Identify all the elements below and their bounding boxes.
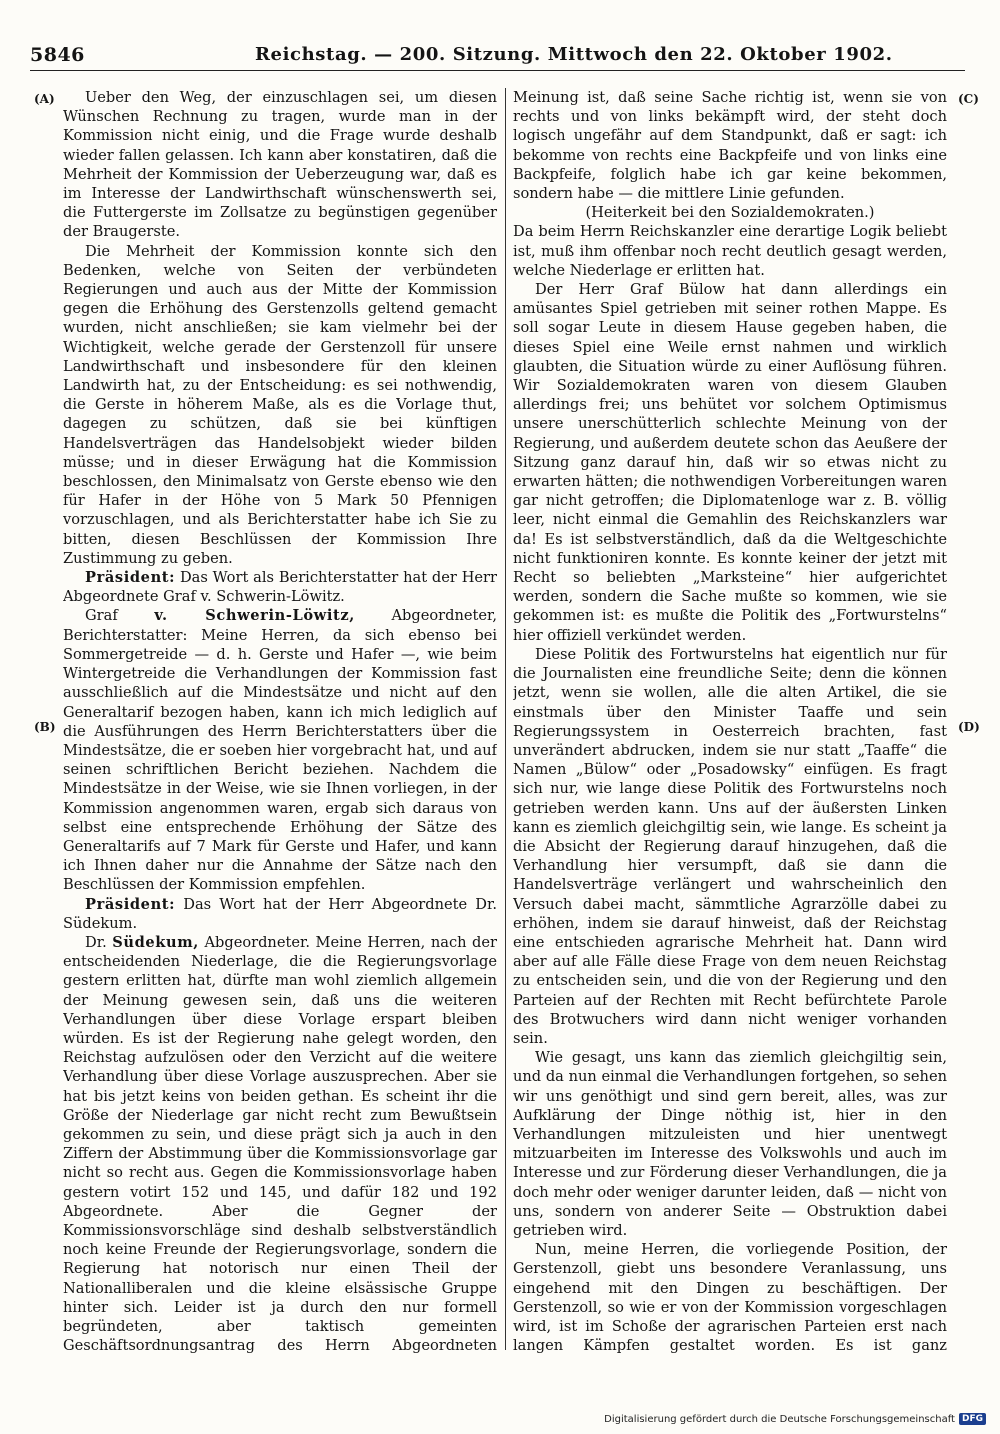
paragraph: Meinung ist, daß seine Sache richtig ist, wenn sie von rechts und von links bekämpft wird, der steht doch logisch ungefähr auf dem Standpunkt, daß er sagt: ich bekomme von rechts eine Backpfeife und von links eine Backpfeife, folglich habe ich gar keine bekommen, sondern habe — die mittlere Linie gefunden. <box>513 89 947 203</box>
digitization-credit <box>604 1411 986 1427</box>
credit-text: Digitalisierung gefördert durch die Deutsche Forschungsgemeinschaft <box>604 1413 955 1425</box>
paragraph: Diese Politik des Fortwurstelns hat eigentlich nur für die Journalisten eine freundliche Seite; denn die können jetzt, wenn sie wollen, alle die alten Artikel, die sie einstmals über den Minister Taaffe und sein Regierungssystem in Oesterreich brachten, fast unverändert abdrucken, indem sie nur statt „Taaffe“ die Namen „Bülow“ oder „Posadowsky“ einfügen. Es fragt sich nur, wie lange diese Politik des Fortwurstelns noch getrieben werden kann. Uns auf der äußersten Linken kann es ziemlich gleichgiltig sein, wie lange. Es scheint ja die Absicht der Regierung darauf hinzugehen, daß die Verhandlung hier versumpft, daß sie dann die Handelsverträge verlängert und wahrscheinlich den Versuch dabei macht, sämmtliche Agrarzölle dabei zu erhöhen, indem sie darauf hinweist, daß der Reichstag eine entschieden agrarische Mehrheit hat. Dann wird aber auf alle Fälle diese Frage von dem neuen Reichstag zu entscheiden sein, und die von der Regierung und den Parteien auf der Rechten mit Recht befürchtete Parole des Brotwuchers wird dann nicht weniger vorhanden sein. <box>513 645 947 1047</box>
margin-mark-a: (A) <box>34 92 55 106</box>
speaker-title: Dr. <box>85 933 107 951</box>
speaker-name: v. Schwerin-Löwitz, <box>154 607 355 625</box>
speech-text: Abgeordneter. Meine Herren, nach der entscheidenden Niederlage, die die Regierungsvorlage gestern erlitten hat, dürfte man wohl ziemlich allgemein der Meinung gewesen sein, daß uns die weiteren Verhandlungen über diese Vorlage erspart bleiben würden. Es ist der Regierung nahe gelegt worden, den Reichstag aufzulösen oder den Verzicht auf die weitere Verhandlung über diese Vorlage auszusprechen. Aber sie hat bis jetzt keins von beiden gethan. Es scheint ihr die Größe der Niederlage gar nicht recht zum Bewußtsein gekommen zu sein, und diese prägt sich ja auch in den Ziffern der Abstimmung über die Kommissionsvorlage gar nicht so recht aus. Gegen die Kommissionsvorlage haben gestern votirt 152 und 145, und dafür 182 und 192 Abgeordnete. Aber die Gegner der Kommissionsvorschläge sind deshalb selbstverständlich noch keine Freunde der Regierungsvorlage, sondern die Regierung hat notorisch nur einen Theil der Nationalliberalen und die kleine elsässische Gruppe hinter sich. Leider ist ja durch den nur formell begründeten, aber taktisch gemeinten Geschäftsordnungsantrag des Herrn Abgeordneten <box>63 933 497 1353</box>
speech-paragraph <box>63 606 497 894</box>
speaker-title: Graf <box>85 607 118 625</box>
speech-text: Das Wort als Berichterstatter hat der Herr Abgeordnete Graf v. Schwerin-Löwitz. <box>63 569 497 606</box>
speaker-name: Südekum, <box>112 933 199 951</box>
column-divider <box>505 88 506 1350</box>
paragraph: Ueber den Weg, der einzuschlagen sei, um diesen Wünschen Rechnung zu tragen, wurde man in der Kommission nicht einig, und die Frage wurde deshalb wieder fallen gelassen. Ich kann aber konstatiren, daß die Mehrheit der Kommission der Ueberzeugung war, daß es im Interesse der Landwirthschaft wünschenswerth sei, die Futtergerste im Zollsatze zu begünstigen gegenüber der Braugerste. <box>63 89 497 241</box>
speech-paragraph <box>63 895 497 933</box>
right-column <box>513 88 947 1353</box>
speech-paragraph <box>63 568 497 606</box>
paragraph: Die Mehrheit der Kommission konnte sich den Bedenken, welche von Seiten der verbündeten Regierungen und auch aus der Mitte der Kommission gegen die Erhöhung des Gerstenzolls geltend gemacht wurden, nicht anschließen; sie kam vielmehr bei der Wichtigkeit, welche gerade der Gerstenzoll für unsere Landwirthschaft und insbesondere für den kleinen Landwirth hat, zu der Entscheidung: es sei nothwendig, die Gerste in höherem Maße, als es die Vorlage thut, dagegen zu schützen, daß sie bei künftigen Handelsverträgen das Handelsobjekt wieder bilden müsse; und in dieser Erwägung hat die Kommission beschlossen, den Minimalsatz von Gerste ebenso wie den für Hafer in der Höhe von 5 Mark 50 Pfennigen vorzuschlagen, und als Berichterstatter habe ich Sie zu bitten, diesen Beschlüssen der Kommission Ihre Zustimmung zu geben. <box>63 242 497 567</box>
paragraph: Wie gesagt, uns kann das ziemlich gleichgiltig sein, und da nun einmal die Verhandlungen fortgehen, so sehen wir uns genöthigt und sind gern bereit, alles, was zur Aufklärung der Dinge nöthig ist, hier in den Verhandlungen mitzuleisten und hier unentwegt mitzuarbeiten im Interesse des Volkswohls und auch im Interesse und zur Förderung dieser Verhandlungen, die ja doch mehr oder weniger darunter leiden, daß — nicht von uns, sondern von anderer Seite — Obstruktion dabei getrieben wird. <box>513 1049 947 1239</box>
dfg-logo-icon: DFG <box>959 1413 986 1425</box>
margin-mark-b: (B) <box>34 720 56 734</box>
page-header <box>30 42 965 71</box>
speaker-name: Präsident: <box>85 569 176 587</box>
margin-mark-d: (D) <box>958 720 980 734</box>
interjection: (Heiterkeit bei den Sozialdemokraten.) <box>585 204 875 222</box>
paragraph: Nun, meine Herren, die vorliegende Position, der Gerstenzoll, giebt uns besondere Veranlassung, uns eingehend mit den Dingen zu beschäftigen. Der Gerstenzoll, so wie er von der Kommission vorgeschlagen wird, ist im Schoße der agrarischen Parteien erst nach langen Kämpfen gestaltet worden. Es ist ganz <box>513 1241 947 1353</box>
running-title: Reichstag. — 200. Sitzung. Mittwoch den 22. Oktober 1902. <box>255 44 893 65</box>
speech-text: Das Wort hat der Herr Abgeordnete Dr. Südekum. <box>63 895 497 932</box>
paragraph: Der Herr Graf Bülow hat dann allerdings ein amüsantes Spiel getrieben mit seiner rothen Mappe. Es soll sogar Leute in diesem Hause gegeben haben, die dieses Spiel eine Weile ernst nahmen und wirklich glaubten, die Situation würde zu einer Auflösung führen. Wir Sozialdemokraten waren von diesem Glauben allerdings frei; uns behütet vor solchem Optimismus unsere unerschütterlich schlechte Meinung von der Regierung, und außerdem deutete schon das Aeußere der Sitzung ganz darauf hin, daß wir so etwas nicht zu erwarten hätten; die nothwendigen Vorbereitungen waren gar nicht getroffen; die Diplomatenloge war z. B. völlig leer, nicht einmal die Gemahlin des Reichskanzlers war da! Es ist selbstverständlich, daß da die Weltgeschichte nicht funktioniren konnte. Es konnte keiner der jetzt mit Recht so beliebten „Marksteine“ hier aufgerichtet werden, sondern die Sache mußte so kommen, wie sie gekommen ist: es mußte die Politik des „Fortwurstelns“ hier offiziell verkündet werden. <box>513 281 947 644</box>
paragraph: Da beim Herrn Reichskanzler eine derartige Logik beliebt ist, muß ihm offenbar noch recht deutlich gesagt werden, welche Niederlage er erlitten hat. <box>513 223 947 279</box>
speech-text: Abgeordneter, Berichterstatter: Meine Herren, da sich ebenso bei Sommergetreide — d. h. Gerste und Hafer —, wie beim Wintergetreide die Verhandlungen der Kommission fast ausschließlich auf die Mindestsätze und nicht auf den Generaltarif bezogen haben, kann ich mich lediglich auf die Ausführungen des Herrn Berichterstatters über die Mindestsätze, die er soeben hier vorgebracht hat, und auf seinen schriftlichen Bericht beziehen. Nachdem die Mindestsätze in der Weise, wie sie Ihnen vorliegen, in der Kommission angenommen waren, ergab sich daraus von selbst eine entsprechende Erhöhung der Sätze des Generaltarifs auf 7 Mark für Gerste und Hafer, und kann ich Ihnen daher nur die Annahme der Sätze nach den Beschlüssen der Kommission empfehlen. <box>63 607 497 894</box>
margin-mark-c: (C) <box>958 92 979 106</box>
left-column <box>63 88 497 1353</box>
speech-paragraph <box>63 933 497 1353</box>
page-number: 5846 <box>30 44 85 66</box>
speaker-name: Präsident: <box>85 895 176 913</box>
